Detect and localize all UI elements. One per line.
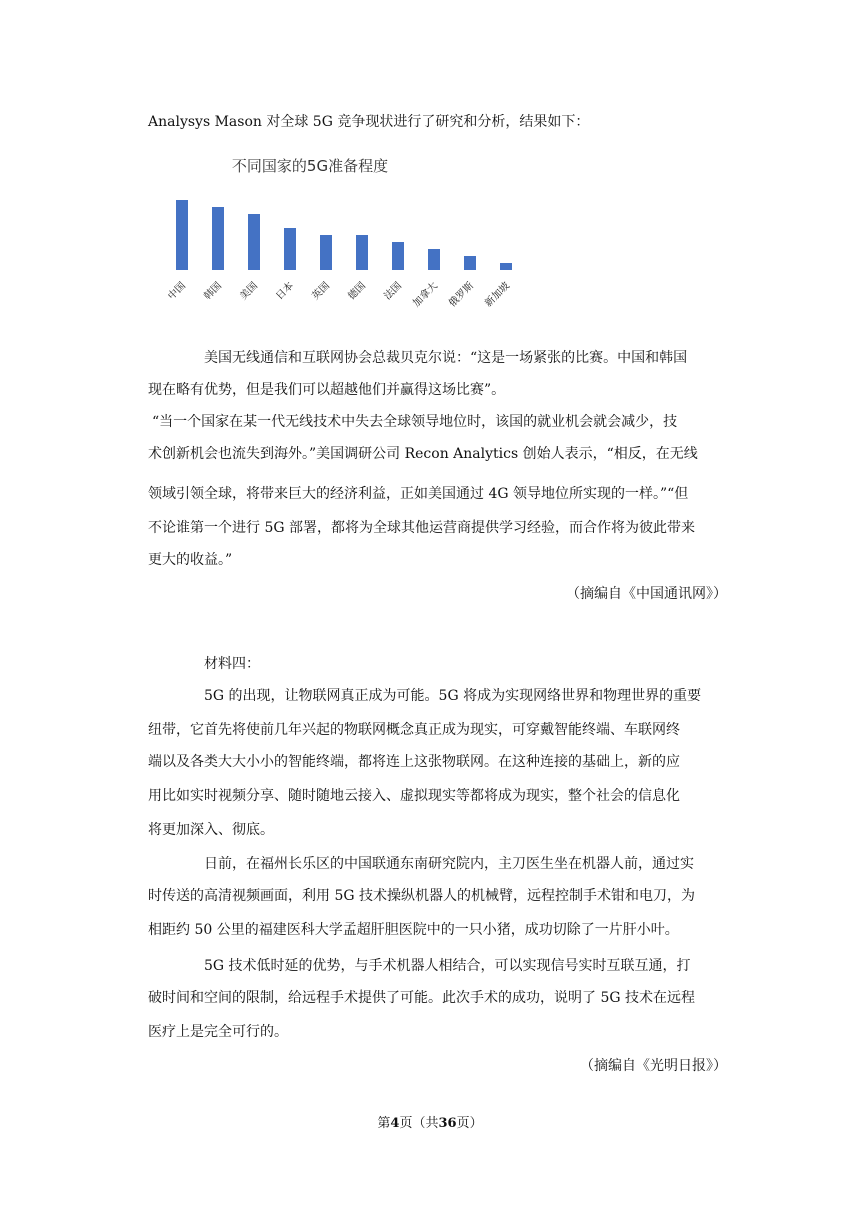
m4-p3-line-3: 医疗上是完全可行的。 <box>148 1024 288 1040</box>
para3-line-3: “当一个国家在某一代无线技术中失去全球领导地位时，该国的就业机会就会减少，技 <box>152 414 678 430</box>
m4-p1-line-3: 端以及各类大大小小的智能终端，都将连上这张物联网。在这种连接的基础上，新的应 <box>148 754 680 770</box>
bar-2 <box>212 207 224 270</box>
bar-6 <box>356 235 368 270</box>
chart-title: 不同国家的5G准备程度 <box>231 157 389 175</box>
tick-label-3: 美国 <box>238 280 261 303</box>
bar-3 <box>248 214 260 270</box>
bar-4 <box>284 228 296 270</box>
m4-p1-line-4: 用比如实时视频分享、随时随地云接入、虚拟现实等都将成为现实，整个社会的信息化 <box>148 788 680 804</box>
para3-line-5: 领域引领全球，将带来巨大的经济利益，正如美国通过 4G 领导地位所实现的一样。”“但 <box>148 486 689 502</box>
tick-label-10: 新加坡 <box>483 280 513 310</box>
para3-line-6: 不论谁第一个进行 5G 部署，都将为全球其他运营商提供学习经验，而合作将为彼此带来 <box>148 520 695 536</box>
para3-line-2: 现在略有优势，但是我们可以超越他们并赢得这场比赛”。 <box>148 382 506 398</box>
tick-label-8: 加拿大 <box>411 280 441 310</box>
m4-p1-line-1: 5G 的出现，让物联网真正成为可能。5G 将成为实现网络世界和物理世界的重要 <box>204 688 702 704</box>
para3-line-7: 更大的收益。” <box>148 552 233 568</box>
m4-p1-line-5: 将更加深入、彻底。 <box>148 822 274 838</box>
bar-7 <box>392 242 404 270</box>
material4-heading: 材料四： <box>204 656 260 672</box>
tick-label-4: 日本 <box>274 280 297 303</box>
source-1: （摘编自《中国通讯网》） <box>566 586 727 602</box>
m4-p3-line-2: 破时间和空间的限制，给远程手术提供了可能。此次手术的成功，说明了 5G 技术在远程 <box>148 990 695 1006</box>
para3-line-1: 美国无线通信和互联网协会总裁贝克尔说：“这是一场紧张的比赛。中国和韩国 <box>204 350 688 366</box>
bar-8 <box>428 249 440 270</box>
tick-label-7: 法国 <box>382 280 405 303</box>
intro-text: Analysys Mason 对全球 5G 竞争现状进行了研究和分析，结果如下： <box>148 114 590 130</box>
footer-suffix: 页） <box>456 1116 483 1131</box>
m4-p2-line-2: 时传送的高清视频画面，利用 5G 技术操纵机器人的机械臂，远程控制手术钳和电刀，为 <box>148 888 695 904</box>
m4-p2-line-3: 相距约 50 公里的福建医科大学孟超肝胆医院中的一只小猪，成功切除了一片肝小叶。 <box>148 922 679 938</box>
bar-9 <box>464 256 476 270</box>
bar-10 <box>500 263 512 270</box>
bar-5 <box>320 235 332 270</box>
m4-p2-line-1: 日前，在福州长乐区的中国联通东南研究院内，主刀医生坐在机器人前，通过实 <box>204 856 694 872</box>
page-footer <box>0 1112 860 1131</box>
footer-prefix: 第 <box>377 1116 391 1131</box>
para3-line-4: 术创新机会也流失到海外。”美国调研公司 Recon Analytics 创始人表示，“相反，在无线 <box>148 446 698 462</box>
m4-p3-line-1: 5G 技术低时延的优势，与手术机器人相结合，可以实现信号实时互联互通，打 <box>204 958 691 974</box>
tick-label-2: 韩国 <box>202 280 225 303</box>
bar-chart <box>160 146 530 326</box>
m4-p1-line-2: 纽带，它首先将使前几年兴起的物联网概念真正成为现实，可穿戴智能终端、车联网终 <box>148 722 680 738</box>
tick-label-1: 中国 <box>166 280 189 303</box>
tick-label-5: 英国 <box>310 280 333 303</box>
tick-label-9: 俄罗斯 <box>447 280 477 310</box>
bar-1 <box>176 200 188 270</box>
footer-page-number: 4 <box>390 1116 400 1131</box>
tick-label-6: 德国 <box>346 280 369 303</box>
source-2: （摘编自《光明日报》） <box>580 1058 727 1074</box>
footer-total-pages: 36 <box>438 1116 457 1131</box>
footer-middle: 页（共 <box>399 1116 439 1131</box>
